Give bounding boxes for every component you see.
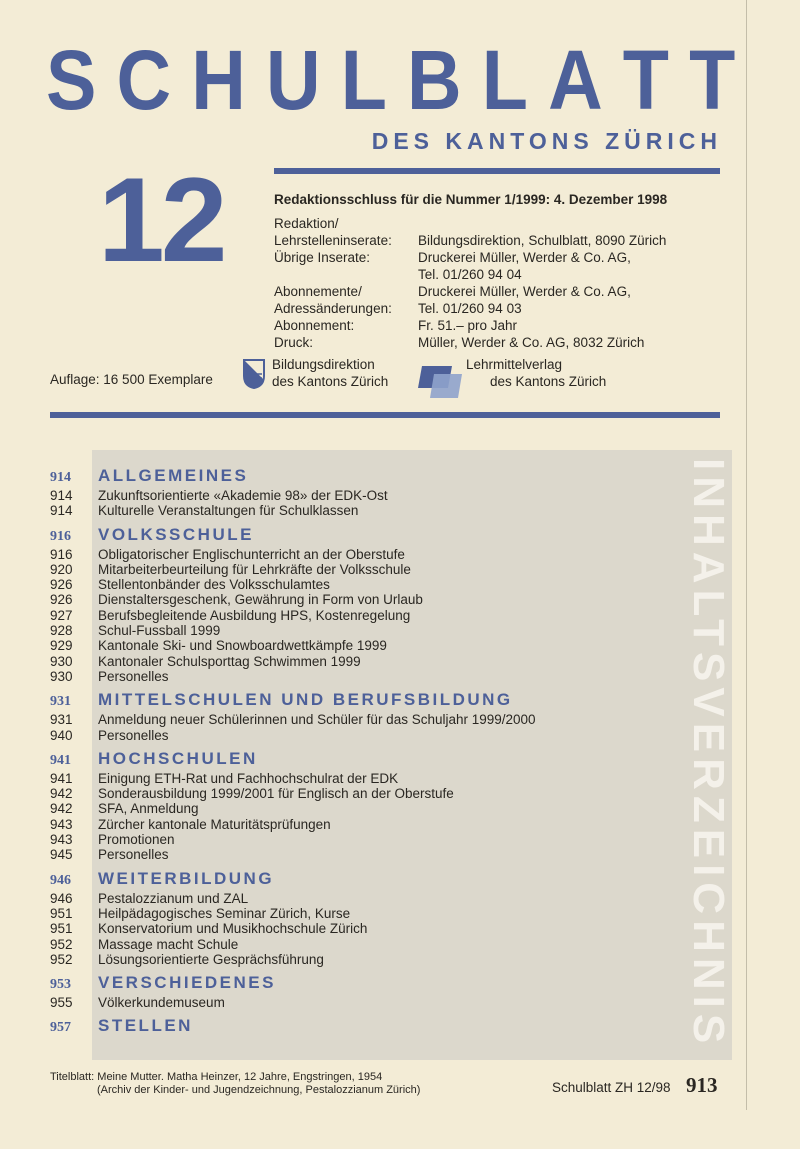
section-page-number: 931: [50, 694, 71, 710]
section-page-number: 914: [50, 470, 71, 485]
entry-title: Zukunftsorientierte «Akademie 98» der EDK-Ost: [98, 488, 388, 503]
issue-reference: Schulblatt ZH 12/98: [552, 1080, 671, 1095]
toc-entry: [50, 623, 670, 638]
toc-entry: [50, 817, 670, 832]
toc-entry: [50, 995, 670, 1010]
cover-caption: [50, 1071, 420, 1097]
entry-title: Lösungsorientierte Gesprächsführung: [98, 951, 324, 967]
section-title: MITTELSCHULEN UND BERUFSBILDUNG: [98, 690, 513, 710]
section-page-number: 916: [50, 528, 71, 544]
entry-title: Obligatorischer Englischunterricht an der Oberstufe: [98, 546, 405, 562]
toc-entry: [50, 488, 670, 503]
masthead-letter: T: [622, 33, 669, 127]
entry-title: Promotionen: [98, 832, 175, 848]
logo-line: Bildungsdirektion: [272, 357, 375, 372]
entry-title: Personelles: [98, 668, 169, 684]
toc-entry: [50, 937, 670, 952]
section-heading: [50, 869, 670, 891]
section-heading: [50, 466, 670, 488]
toc-section: [50, 466, 670, 519]
section-page-number: 946: [50, 872, 71, 888]
toc-entry: [50, 669, 670, 684]
entry-page-number: 914: [50, 503, 73, 519]
masthead-title: [46, 33, 736, 127]
masthead-letter: L: [340, 33, 387, 127]
toc-entry: [50, 801, 670, 816]
entry-title: SFA, Anmeldung: [98, 801, 199, 817]
entry-title: Heilpädagogisches Seminar Zürich, Kurse: [98, 905, 351, 921]
toc-entry: [50, 728, 670, 743]
info-label: Druck:: [274, 335, 314, 350]
toc-section: [50, 1016, 670, 1038]
section-title: VERSCHIEDENES: [98, 973, 276, 993]
info-label: Übrige Inserate:: [274, 250, 371, 265]
caption-line: (Archiv der Kinder- und Jugendzeichnung, Pestalozzianum Zürich): [97, 1084, 421, 1096]
bildungsdirektion-logo-text: [272, 356, 388, 390]
issue-number: 12: [98, 153, 224, 287]
toc-section: [50, 973, 670, 1010]
masthead-letter: A: [548, 33, 603, 127]
toc-section: [50, 749, 670, 863]
toc-entry: [50, 891, 670, 906]
info-label: Adressänderungen:: [274, 301, 392, 316]
entry-page-number: 920: [50, 561, 73, 577]
entry-page-number: 928: [50, 623, 73, 639]
masthead-letter: L: [481, 33, 528, 127]
entry-title: Personelles: [98, 727, 169, 743]
entry-page-number: 942: [50, 786, 73, 802]
entry-title: Zürcher kantonale Maturitätsprüfungen: [98, 816, 331, 832]
section-title: VOLKSSCHULE: [98, 524, 254, 544]
table-of-contents: [50, 466, 670, 1044]
section-heading: [50, 1016, 670, 1038]
lehrmittelverlag-logo-text: [466, 356, 606, 390]
toc-entry: [50, 771, 670, 786]
toc-entry: [50, 921, 670, 936]
masthead-subtitle: DES KANTONS ZÜRICH: [371, 128, 722, 154]
entry-page-number: 941: [50, 770, 73, 786]
section-heading: [50, 525, 670, 547]
middle-rule: [50, 412, 720, 418]
entry-title: Kantonaler Schulsporttag Schwimmen 1999: [98, 653, 361, 669]
entry-title: Schul-Fussball 1999: [98, 623, 221, 639]
info-value: Tel. 01/260 94 03: [418, 301, 522, 316]
toc-entry: [50, 906, 670, 921]
info-value: Druckerei Müller, Werder & Co. AG,: [418, 284, 631, 299]
entry-title: Stellentonbänder des Volksschulamtes: [98, 577, 330, 593]
entry-page-number: 942: [50, 801, 73, 817]
entry-title: Konservatorium und Musikhochschule Zürich: [98, 921, 368, 937]
entry-page-number: 929: [50, 638, 73, 654]
toc-section: [50, 690, 670, 743]
section-page-number: 941: [50, 752, 71, 768]
deadline-text: Redaktionsschluss für die Nummer 1/1999: 4. Dezember 1998: [274, 192, 668, 207]
entry-title: Sonderausbildung 1999/2001 für Englisch an der Oberstufe: [98, 786, 454, 802]
entry-page-number: 946: [50, 890, 73, 906]
entry-title: Anmeldung neuer Schülerinnen und Schüler für das Schuljahr 1999/2000: [98, 712, 536, 728]
info-label: Lehrstelleninserate:: [274, 233, 392, 248]
entry-page-number: 914: [50, 488, 73, 503]
entry-title: Kulturelle Veranstaltungen für Schulklassen: [98, 503, 359, 519]
vertical-title: INHALTSVERZEICHNIS: [684, 458, 733, 1050]
info-value: Tel. 01/260 94 04: [418, 267, 522, 282]
entry-page-number: 930: [50, 668, 73, 684]
masthead-letter: H: [191, 33, 246, 127]
toc-entry: [50, 562, 670, 577]
toc-entry: [50, 786, 670, 801]
entry-page-number: 952: [50, 936, 73, 952]
entry-title: Personelles: [98, 847, 169, 863]
info-value: Müller, Werder & Co. AG, 8032 Zürich: [418, 335, 645, 350]
section-page-number: 953: [50, 977, 71, 993]
entry-page-number: 927: [50, 607, 73, 623]
logo-line: des Kantons Zürich: [490, 374, 607, 389]
section-page-number: 957: [50, 1020, 71, 1036]
masthead-letter: S: [46, 33, 97, 127]
entry-page-number: 952: [50, 951, 73, 967]
entry-title: Dienstaltersgeschenk, Gewährung in Form von Urlaub: [98, 592, 423, 608]
section-heading: [50, 749, 670, 771]
info-label: Abonnemente/: [274, 284, 362, 299]
info-value: Druckerei Müller, Werder & Co. AG,: [418, 250, 631, 265]
masthead-letter: U: [266, 33, 321, 127]
toc-entry: [50, 847, 670, 862]
lehrmittelverlag-logo-icon: [416, 358, 464, 402]
toc-entry: [50, 503, 670, 518]
zurich-shield-icon: [242, 358, 266, 390]
logo-line: des Kantons Zürich: [272, 374, 389, 389]
entry-page-number: 951: [50, 921, 73, 937]
entry-page-number: 926: [50, 577, 73, 593]
section-heading: [50, 690, 670, 712]
section-heading: [50, 973, 670, 995]
entry-page-number: 943: [50, 832, 73, 848]
toc-entry: [50, 608, 670, 623]
entry-title: Völkerkundemuseum: [98, 995, 225, 1011]
section-title: WEITERBILDUNG: [98, 868, 275, 888]
entry-title: Mitarbeiterbeurteilung für Lehrkräfte der Volksschule: [98, 561, 411, 577]
toc-entry: [50, 654, 670, 669]
caption-line: Titelblatt: Meine Mutter. Matha Heinzer, 12 Jahre, Engstringen, 1954: [50, 1071, 383, 1083]
toc-entry: [50, 952, 670, 967]
logo-line: Lehrmittelverlag: [466, 357, 563, 372]
masthead-letter: B: [407, 33, 462, 127]
info-value: Fr. 51.– pro Jahr: [418, 318, 518, 333]
toc-entry: [50, 712, 670, 727]
section-title: HOCHSCHULEN: [98, 748, 258, 768]
entry-page-number: 955: [50, 995, 73, 1011]
entry-page-number: 931: [50, 712, 73, 728]
entry-title: Pestalozzianum und ZAL: [98, 890, 249, 906]
entry-page-number: 940: [50, 727, 73, 743]
entry-title: Berufsbegleitende Ausbildung HPS, Kostenregelung: [98, 607, 411, 623]
toc-section: [50, 869, 670, 967]
edge-rule: [746, 0, 747, 1110]
entry-page-number: 951: [50, 905, 73, 921]
entry-page-number: 943: [50, 816, 73, 832]
entry-page-number: 945: [50, 847, 73, 863]
info-label: Abonnement:: [274, 318, 355, 333]
section-title: STELLEN: [98, 1016, 193, 1036]
entry-title: Kantonale Ski- und Snowboardwettkämpfe 1999: [98, 638, 387, 654]
top-rule: [274, 168, 720, 174]
masthead-letter: C: [116, 33, 172, 127]
entry-title: Einigung ETH-Rat und Fachhochschulrat der EDK: [98, 770, 399, 786]
page-number: 913: [686, 1073, 718, 1097]
info-value: Bildungsdirektion, Schulblatt, 8090 Zürich: [418, 233, 667, 248]
toc-entry: [50, 547, 670, 562]
masthead-letter: T: [689, 33, 736, 127]
entry-page-number: 916: [50, 546, 73, 562]
entry-title: Massage macht Schule: [98, 936, 239, 952]
toc-entry: [50, 577, 670, 592]
entry-page-number: 926: [50, 592, 73, 608]
toc-entry: [50, 832, 670, 847]
entry-page-number: 930: [50, 653, 73, 669]
toc-entry: [50, 638, 670, 653]
circulation-text: Auflage: 16 500 Exemplare: [50, 372, 213, 387]
section-title: ALLGEMEINES: [98, 466, 249, 485]
toc-entry: [50, 592, 670, 607]
toc-section: [50, 525, 670, 685]
info-label: Redaktion/: [274, 216, 339, 231]
